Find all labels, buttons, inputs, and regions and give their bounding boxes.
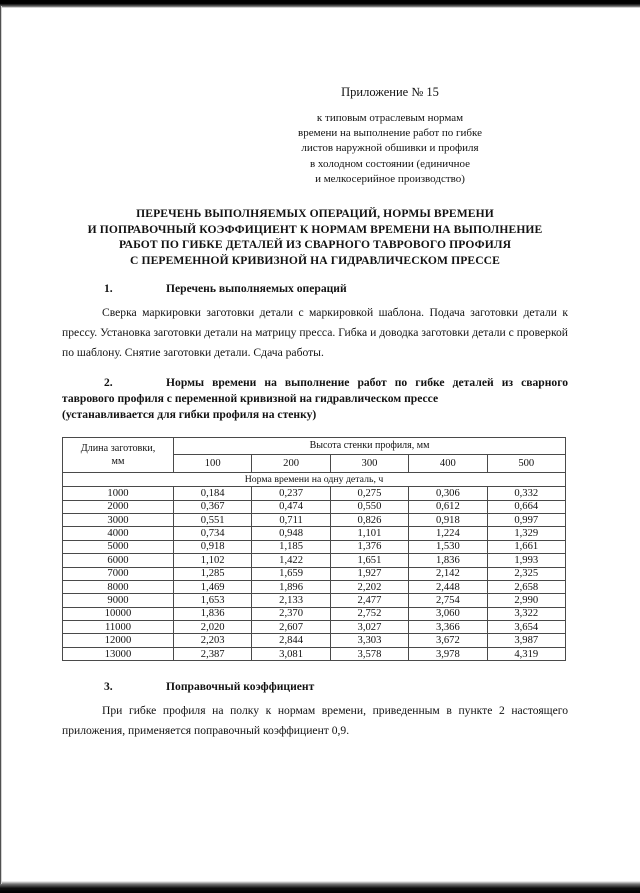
- header-size-100: 100: [174, 454, 252, 473]
- cell-norm-10000-300: 2,752: [330, 607, 408, 620]
- section-3-body: При гибке профиля на полку к нормам времени, приведенным в пункте 2 настоящего приложения, применяется поправочный коэффициент 0,9.: [62, 704, 568, 737]
- norms-table-header-row-1: [63, 438, 566, 454]
- row-length-value: 4000: [63, 527, 174, 540]
- row-length-value: 13000: [63, 647, 174, 660]
- row-length-value: 10000: [63, 607, 174, 620]
- cell-norm-13000-200: 3,081: [252, 647, 330, 660]
- row-length-value: 5000: [63, 540, 174, 553]
- cell-norm-5000-100: 0,918: [174, 540, 252, 553]
- cell-norm-5000-500: 1,661: [487, 540, 565, 553]
- norms-table-band-row: [63, 473, 566, 487]
- row-length-value: 7000: [63, 567, 174, 580]
- cell-norm-10000-500: 3,322: [487, 607, 565, 620]
- section-1-number: 1.: [104, 282, 113, 296]
- header-size-500: 500: [487, 454, 565, 473]
- table-row: [63, 500, 566, 513]
- cell-norm-4000-300: 1,101: [330, 527, 408, 540]
- header-size-200: 200: [252, 454, 330, 473]
- cell-norm-12000-500: 3,987: [487, 634, 565, 647]
- norms-table-head: [63, 438, 566, 487]
- table-row: [63, 527, 566, 540]
- table-row: [63, 540, 566, 553]
- section-2-number: 2.: [104, 376, 113, 390]
- cell-norm-1000-300: 0,275: [330, 487, 408, 500]
- table-row: [63, 594, 566, 607]
- cell-norm-11000-400: 3,366: [409, 621, 487, 634]
- table-row: [63, 487, 566, 500]
- row-length-value: 12000: [63, 634, 174, 647]
- cell-norm-13000-100: 2,387: [174, 647, 252, 660]
- cell-norm-12000-400: 3,672: [409, 634, 487, 647]
- header-length-line-1: Длина заготовки,: [80, 443, 156, 455]
- cell-norm-3000-200: 0,711: [252, 513, 330, 526]
- cell-norm-2000-400: 0,612: [409, 500, 487, 513]
- appendix-reference-line-1: к типовым отраслевым нормам: [316, 112, 464, 124]
- cell-norm-9000-100: 1,653: [174, 594, 252, 607]
- header-length-column: [63, 438, 174, 473]
- row-length-value: 6000: [63, 554, 174, 567]
- cell-norm-5000-200: 1,185: [252, 540, 330, 553]
- scanned-page-sheet: [0, 6, 640, 884]
- row-length-value: 8000: [63, 580, 174, 593]
- cell-norm-13000-300: 3,578: [330, 647, 408, 660]
- cell-norm-11000-100: 2,020: [174, 621, 252, 634]
- page-title: [62, 206, 568, 268]
- norms-table: [62, 437, 566, 661]
- cell-norm-6000-500: 1,993: [487, 554, 565, 567]
- cell-norm-13000-500: 4,319: [487, 647, 565, 660]
- cell-norm-7000-300: 1,927: [330, 567, 408, 580]
- cell-norm-6000-100: 1,102: [174, 554, 252, 567]
- header-length-line-2: мм: [111, 456, 125, 468]
- cell-norm-10000-400: 3,060: [409, 607, 487, 620]
- table-row: [63, 647, 566, 660]
- page-title-line-2: И ПОПРАВОЧНЫЙ КОЭФФИЦИЕНТ К НОРМАМ ВРЕМЕНИ НА ВЫПОЛНЕНИЕ: [87, 222, 543, 236]
- table-row: [63, 567, 566, 580]
- cell-norm-7000-500: 2,325: [487, 567, 565, 580]
- cell-norm-8000-500: 2,658: [487, 580, 565, 593]
- table-row: [63, 621, 566, 634]
- cell-norm-2000-300: 0,550: [330, 500, 408, 513]
- cell-norm-9000-200: 2,133: [252, 594, 330, 607]
- cell-norm-3000-300: 0,826: [330, 513, 408, 526]
- appendix-reference-line-4: в холодном состоянии (единичное: [309, 157, 471, 170]
- appendix-header-block: [62, 84, 568, 187]
- cell-norm-7000-400: 2,142: [409, 567, 487, 580]
- section-3-number: 3.: [104, 680, 113, 694]
- cell-norm-2000-100: 0,367: [174, 500, 252, 513]
- cell-norm-1000-400: 0,306: [409, 487, 487, 500]
- cell-norm-2000-200: 0,474: [252, 500, 330, 513]
- cell-norm-6000-400: 1,836: [409, 554, 487, 567]
- appendix-number: Приложение № 15: [341, 85, 439, 99]
- section-3-heading-text: Поправочный коэффициент: [166, 680, 315, 694]
- cell-norm-4000-400: 1,224: [409, 527, 487, 540]
- cell-norm-10000-200: 2,370: [252, 607, 330, 620]
- cell-norm-4000-100: 0,734: [174, 527, 252, 540]
- row-length-value: 2000: [63, 500, 174, 513]
- cell-norm-3000-100: 0,551: [174, 513, 252, 526]
- page-title-line-1: ПЕРЕЧЕНЬ ВЫПОЛНЯЕМЫХ ОПЕРАЦИЙ, НОРМЫ ВРЕМЕНИ: [136, 207, 494, 221]
- cell-norm-8000-400: 2,448: [409, 580, 487, 593]
- header-profile-height-group: Высота стенки профиля, мм: [174, 438, 566, 454]
- cell-norm-11000-200: 2,607: [252, 621, 330, 634]
- cell-norm-6000-200: 1,422: [252, 554, 330, 567]
- section-1-body: Сверка маркировки заготовки детали с маркировкой шаблона. Подача заготовки детали к прессу. Установка заготовки детали на матрицу пресса. Гибка и доводка заготовки детали с проверкой по шаблону. Снятие заготовки детали. Сдача работы.: [62, 306, 568, 359]
- scan-border-bottom: [0, 881, 640, 893]
- header-size-400: 400: [409, 454, 487, 473]
- appendix-reference-line-3: листов наружной обшивки и профиля: [301, 142, 479, 155]
- cell-norm-12000-100: 2,203: [174, 634, 252, 647]
- cell-norm-10000-100: 1,836: [174, 607, 252, 620]
- band-label-time-per-part: Норма времени на одну деталь, ч: [63, 473, 566, 487]
- cell-norm-8000-100: 1,469: [174, 580, 252, 593]
- cell-norm-5000-300: 1,376: [330, 540, 408, 553]
- cell-norm-1000-200: 0,237: [252, 487, 330, 500]
- section-2-heading-text: Нормы времени на выполнение работ по гибке деталей из сварного таврового профиля с переменной кривизной на гидравлическом прессе: [62, 376, 568, 406]
- section-1-heading: [62, 281, 568, 297]
- row-length-value: 9000: [63, 594, 174, 607]
- cell-norm-6000-300: 1,651: [330, 554, 408, 567]
- header-size-300: 300: [330, 454, 408, 473]
- appendix-reference: [212, 111, 568, 187]
- scan-border-top: [0, 0, 640, 8]
- page-title-line-4: С ПЕРЕМЕННОЙ КРИВИЗНОЙ НА ГИДРАВЛИЧЕСКОМ ПРЕССЕ: [130, 253, 500, 267]
- cell-norm-8000-300: 2,202: [330, 580, 408, 593]
- cell-norm-7000-200: 1,659: [252, 567, 330, 580]
- cell-norm-4000-200: 0,948: [252, 527, 330, 540]
- section-3-heading: [62, 679, 568, 695]
- table-row: [63, 580, 566, 593]
- cell-norm-12000-200: 2,844: [252, 634, 330, 647]
- row-length-value: 11000: [63, 621, 174, 634]
- section-2-heading-tail: [62, 407, 568, 423]
- cell-norm-11000-300: 3,027: [330, 621, 408, 634]
- cell-norm-3000-500: 0,997: [487, 513, 565, 526]
- cell-norm-9000-400: 2,754: [409, 594, 487, 607]
- cell-norm-9000-500: 2,990: [487, 594, 565, 607]
- row-length-value: 3000: [63, 513, 174, 526]
- cell-norm-1000-500: 0,332: [487, 487, 565, 500]
- cell-norm-3000-400: 0,918: [409, 513, 487, 526]
- cell-norm-7000-100: 1,285: [174, 567, 252, 580]
- page-title-line-3: РАБОТ ПО ГИБКЕ ДЕТАЛЕЙ ИЗ СВАРНОГО ТАВРОВОГО ПРОФИЛЯ: [118, 238, 512, 252]
- table-row: [63, 607, 566, 620]
- cell-norm-1000-100: 0,184: [174, 487, 252, 500]
- norms-table-body: [63, 487, 566, 661]
- table-row: [63, 513, 566, 526]
- cell-norm-13000-400: 3,978: [409, 647, 487, 660]
- table-row: [63, 554, 566, 567]
- appendix-reference-line-5: и мелкосерийное производство): [315, 172, 465, 185]
- appendix-reference-line-2: времени на выполнение работ по гибке: [298, 127, 482, 140]
- cell-norm-8000-200: 1,896: [252, 580, 330, 593]
- cell-norm-12000-300: 3,303: [330, 634, 408, 647]
- section-1-heading-text: Перечень выполняемых операций: [166, 282, 347, 296]
- cell-norm-2000-500: 0,664: [487, 500, 565, 513]
- scan-border-left: [0, 6, 2, 884]
- section-2-heading-tail-text: (устанавливается для гибки профиля на стенку): [62, 408, 317, 422]
- cell-norm-11000-500: 3,654: [487, 621, 565, 634]
- cell-norm-4000-500: 1,329: [487, 527, 565, 540]
- document-body: [62, 6, 568, 740]
- table-row: [63, 634, 566, 647]
- section-2-heading: [62, 375, 568, 407]
- cell-norm-9000-300: 2,477: [330, 594, 408, 607]
- row-length-value: 1000: [63, 487, 174, 500]
- cell-norm-5000-400: 1,530: [409, 540, 487, 553]
